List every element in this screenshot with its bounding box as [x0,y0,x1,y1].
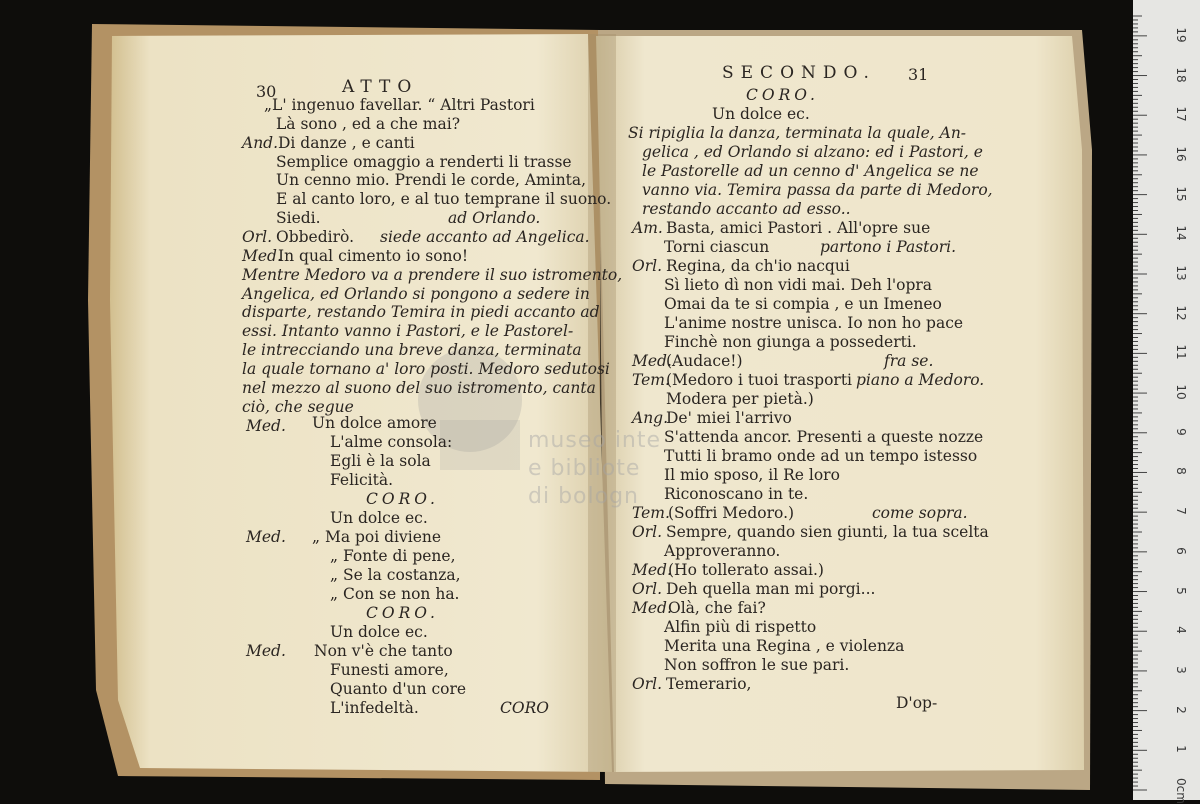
stage-direction: disparte, restando Temira in piedi accanto ad [242,303,600,321]
chorus-heading: CORO. [366,490,439,508]
left-line: „L' ingenuo favellar. “ Altri Pastori [264,96,535,114]
left-line: Là sono , ed a che mai? [276,115,461,133]
stage-direction: Mentre Medoro va a prendere il suo istromento, [242,266,623,284]
speaker-label: Tem. [632,504,670,522]
watermark-line-1: museo inte [528,428,662,453]
right-line: (Ho tollerato assai.) [668,561,824,579]
watermark-line-3: di bologn [528,484,639,509]
speaker-label: Am. [632,219,663,237]
gutter-shadow [588,34,616,772]
stage-direction: ad Orlando. [448,209,541,227]
ruler-number: 5 [1174,586,1188,595]
right-line: L'anime nostre unisca. Io non ho pace [664,314,964,332]
right-page-number: 31 [908,65,929,84]
stage-direction: Si ripiglia la danza, terminata la quale, An- [628,124,967,142]
ruler-number: 19 [1174,27,1188,43]
song-line: „ Fonte di pene, [330,547,456,565]
stage-direction: piano a Medoro. [856,371,985,389]
ruler-number: 8 [1174,467,1188,476]
right-line: Modera per pietà.) [666,390,814,408]
ruler-number: 1 [1174,745,1188,754]
stage-direction: la quale tornano a' loro posti. Medoro sedutosi [242,360,610,378]
stage-direction: partono i Pastori. [820,238,957,256]
speaker-label: Med. [246,642,286,660]
song-line: „ Se la costanza, [330,566,461,584]
speaker-label: Med. [632,599,672,617]
speaker-label: Tem. [632,371,670,389]
ruler-number: 9 [1174,427,1188,436]
chorus-heading: CORO. [746,86,819,104]
stage-direction: ciò, che segue [242,398,354,416]
ruler-number: 0cm [1174,778,1188,804]
left-line: Di danze , e canti [278,134,415,152]
right-line: Sempre, quando sien giunti, la tua scelta [666,523,989,541]
ruler-number: 6 [1174,547,1188,555]
right-line: Sì lieto dì non vidi mai. Deh l'opra [664,276,933,294]
ruler-number: 15 [1174,185,1188,202]
right-line: Omai da te si compia , e un Imeneo [664,295,942,313]
left-line: Semplice omaggio a renderti li trasse [276,153,572,171]
song-line: Felicità. [330,471,394,489]
stage-direction: vanno via. Temira passa da parte di Medoro, [642,181,993,199]
speaker-label: Orl. [242,228,273,246]
right-line: Non soffron le sue pari. [664,656,850,674]
stage-direction: essi. Intanto vanno i Pastori, e le Pastorel- [242,322,574,340]
speaker-label: Orl. [632,675,663,693]
stage-direction: nel mezzo al suono del suo istromento, canta [242,379,596,397]
right-line: Riconoscano in te. [664,485,809,503]
speaker-label: Orl. [632,523,663,541]
ruler-number: 2 [1174,705,1188,714]
ruler [1133,0,1200,804]
speaker-label: Med. [242,247,282,265]
song-line: Un dolce amore [312,414,437,432]
right-line: Olà, che fai? [668,599,766,617]
song-line: Un dolce ec. [330,509,428,527]
ruler-number: 11 [1174,344,1188,361]
right-line: Alfin più di rispetto [664,618,817,636]
right-line: Merita una Regina , e violenza [664,637,905,655]
ruler-number: 12 [1174,305,1188,321]
stage-direction: restando accanto ad esso.. [642,200,851,218]
stage-direction: gelica , ed Orlando si alzano: ed i Pastori, e [642,143,983,161]
watermark-line-2: e bibliote [528,456,641,481]
song-line: Quanto d'un core [330,680,467,698]
stage-direction: le Pastorelle ad un cenno d' Angelica se ne [642,162,979,180]
right-line: Regina, da ch'io nacqui [666,257,850,275]
right-line: De' miei l'arrivo [666,409,792,427]
ruler-number: 4 [1174,626,1188,635]
stage-direction: fra se. [884,352,934,370]
song-line: Funesti amore, [330,661,449,679]
right-line: Basta, amici Pastori . All'opre sue [666,219,931,237]
speaker-label: Ang. [632,409,669,427]
right-line: (Audace!) [666,352,743,370]
catchword: CORO [500,699,549,717]
right-line: Un dolce ec. [712,105,810,123]
stage-direction: Angelica, ed Orlando si pongono a sedere in [242,285,590,303]
left-line: Un cenno mio. Prendi le corde, Aminta, [276,171,587,189]
chorus-heading: CORO. [366,604,439,622]
right-line: Temerario, [666,675,752,693]
stage-direction: siede accanto ad Angelica. [380,228,590,246]
stage-direction: le intrecciando una breve danza, terminata [242,341,582,359]
left-page-number: 30 [256,82,277,101]
right-line: Finchè non giunga a possederti. [664,333,917,351]
catchword: D'op- [896,694,938,712]
speaker-label: Orl. [632,580,663,598]
left-line: E al canto loro, e al tuo temprane il suono. [276,190,612,208]
speaker-label: Med. [632,352,672,370]
song-line: Non v'è che tanto [314,642,453,660]
ruler-number: 7 [1174,507,1188,515]
ruler-number: 13 [1174,265,1188,281]
right-running-head: SECONDO. [722,63,876,83]
right-line: Il mio sposo, il Re loro [664,466,840,484]
song-line: Egli è la sola [330,452,431,470]
ruler-number: 16 [1174,146,1188,162]
ruler-number: 10 [1174,384,1188,400]
song-line: L'alme consola: [330,433,453,451]
left-line: In qual cimento io sono! [278,247,469,265]
left-running-head: ATTO [342,77,419,97]
song-line: „ Ma poi diviene [312,528,442,546]
right-line: (Soffri Medoro.) [668,504,795,522]
right-line: Deh quella man mi porgi... [666,580,876,598]
ruler-number: 17 [1174,106,1188,122]
song-line: Un dolce ec. [330,623,428,641]
right-line: S'attenda ancor. Presenti a queste nozze [664,428,984,446]
stage-direction: come sopra. [872,504,968,522]
right-line: Approveranno. [664,542,781,560]
speaker-label: Orl. [632,257,663,275]
ruler-number: 3 [1174,666,1188,674]
speaker-label: Med. [246,528,286,546]
speaker-label: Med. [632,561,672,579]
ruler-number: 18 [1174,66,1188,83]
speaker-label: Med. [246,417,286,435]
right-line: Torni ciascun [664,238,770,256]
right-line: Tutti li bramo onde ad un tempo istesso [664,447,978,465]
song-line: „ Con se non ha. [330,585,460,603]
song-line: L'infedeltà. [330,699,419,717]
left-line: Siedi. [276,209,321,227]
speaker-label: And. [242,134,279,152]
right-line: (Medoro i tuoi trasporti [666,371,853,389]
left-line: Obbedirò. [276,228,354,246]
ruler-number: 14 [1174,225,1188,241]
